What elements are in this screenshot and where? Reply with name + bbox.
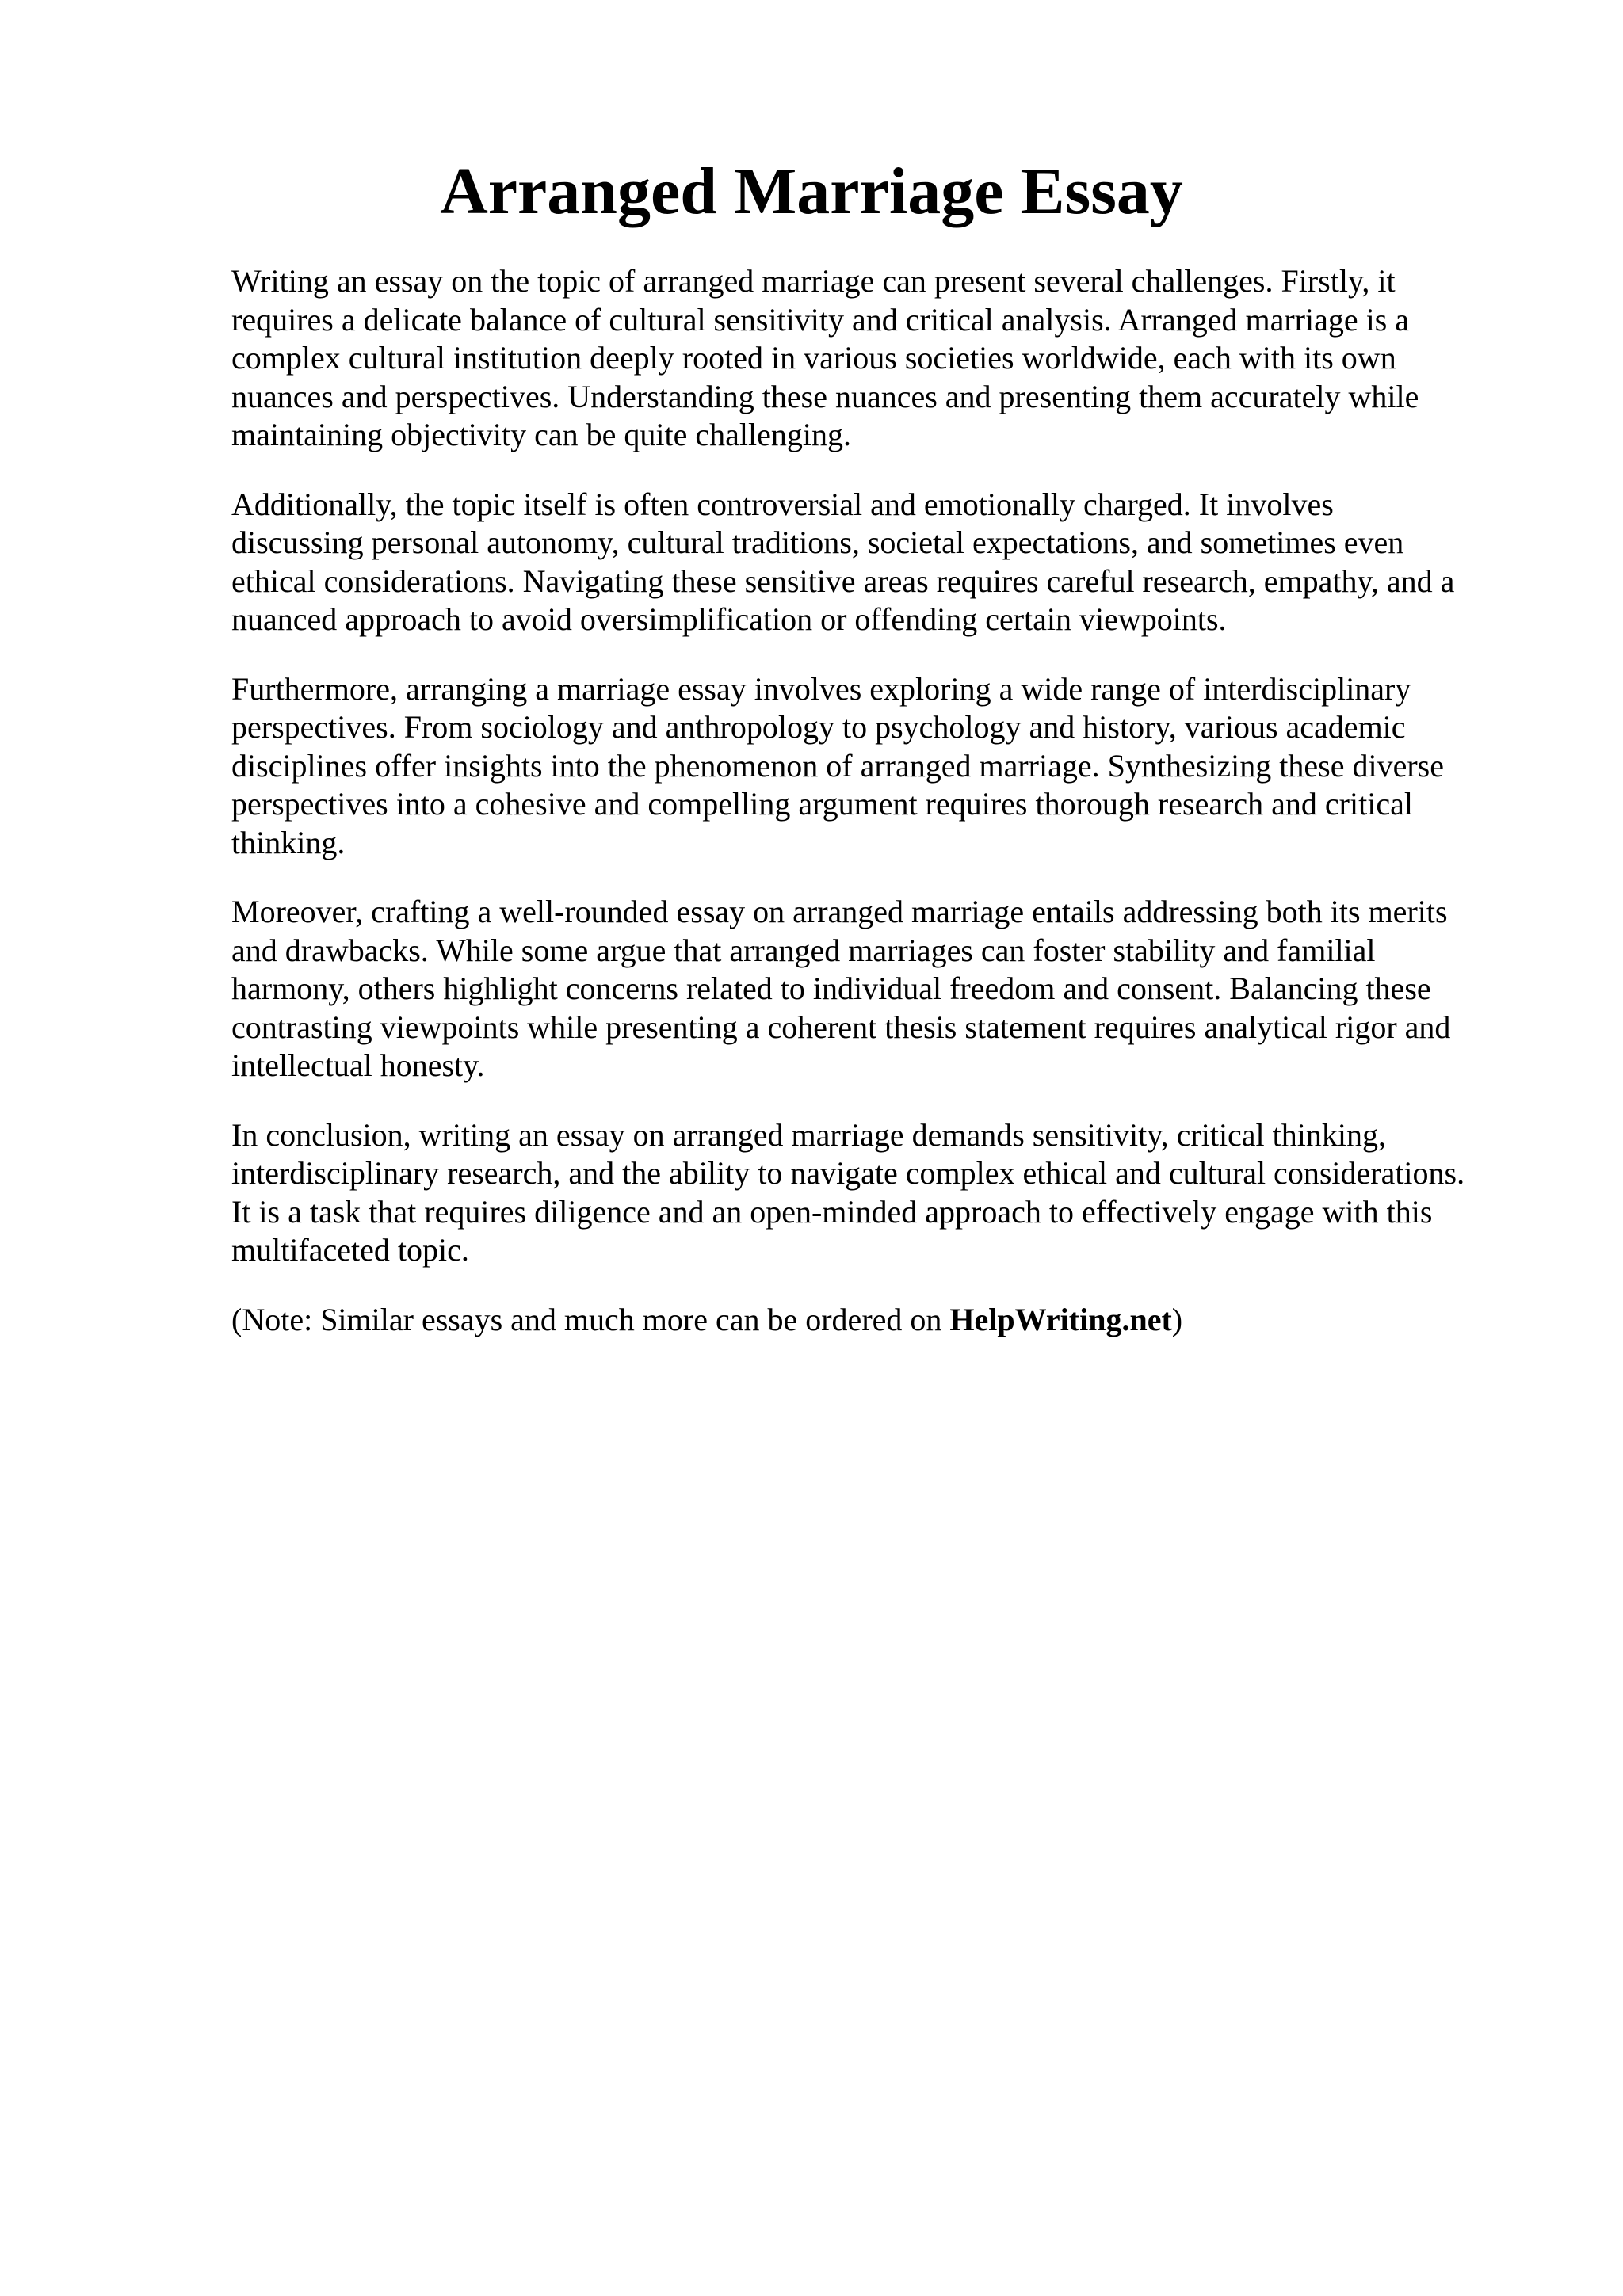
paragraph-line: discussing personal autonomy, cultural traditions, societal expectations, and sometimes even [231,524,1404,560]
paragraph-line: Furthermore, arranging a marriage essay involves exploring a wide range of interdisciplinary [231,670,1411,707]
paragraph-2 [231,486,1531,639]
paragraph-line: ethical considerations. Navigating these sensitive areas requires careful research, empathy, and a [231,563,1455,599]
paragraph-4 [231,893,1531,1085]
paragraph-3 [231,670,1531,863]
paragraph-line: intellectual honesty. [231,1047,485,1083]
paragraph-line: Additionally, the topic itself is often controversial and emotionally charged. It involves [231,486,1334,522]
paragraph-line: thinking. [231,824,346,860]
paragraph-line: Writing an essay on the topic of arranged marriage can present several challenges. Firstly, it [231,263,1396,299]
paragraph-line: disciplines offer insights into the phenomenon of arranged marriage. Synthesizing these diverse [231,747,1444,784]
paragraph-line: requires a delicate balance of cultural sensitivity and critical analysis. Arranged marriage is a [231,301,1410,338]
paragraph-line: maintaining objectivity can be quite challenging. [231,417,851,452]
paragraph-line: nuanced approach to avoid oversimplification or offending certain viewpoints. [231,601,1227,637]
paragraph-line: complex cultural institution deeply rooted in various societies worldwide, each with its own [231,340,1396,376]
document-body [231,262,1531,1339]
paragraph-line: contrasting viewpoints while presenting a coherent thesis statement requires analytical rigor and [231,1009,1451,1045]
paragraph-line: It is a task that requires diligence and an open-minded approach to effectively engage with this [231,1193,1433,1230]
paragraph-line: nuances and perspectives. Understanding these nuances and presenting them accurately while [231,378,1419,414]
paragraph-line: multifaceted topic. [231,1232,469,1268]
paragraph-1 [231,262,1531,455]
paragraph-line: interdisciplinary research, and the ability to navigate complex ethical and cultural considerations. [231,1155,1465,1191]
paragraph-line: and drawbacks. While some argue that arranged marriages can foster stability and familial [231,932,1376,968]
paragraph-line: perspectives into a cohesive and compelling argument requires thorough research and critical [231,786,1413,822]
paragraph-line: harmony, others highlight concerns related to individual freedom and consent. Balancing these [231,971,1431,1006]
ordering-note [231,1301,1531,1340]
document-title: Arranged Marriage Essay [440,154,1183,228]
paragraph-line: Moreover, crafting a well-rounded essay on arranged marriage entails addressing both its merits [231,894,1448,929]
paragraph-5 [231,1116,1531,1270]
paragraph-line: perspectives. From sociology and anthropology to psychology and history, various academic [231,709,1406,745]
paragraph-line: In conclusion, writing an essay on arranged marriage demands sensitivity, critical thinking, [231,1116,1387,1153]
brand-link[interactable]: HelpWriting.net [949,1301,1172,1337]
note-prefix: (Note: Similar essays and much more can be ordered on [231,1301,950,1337]
note-suffix: ) [1171,1301,1183,1337]
